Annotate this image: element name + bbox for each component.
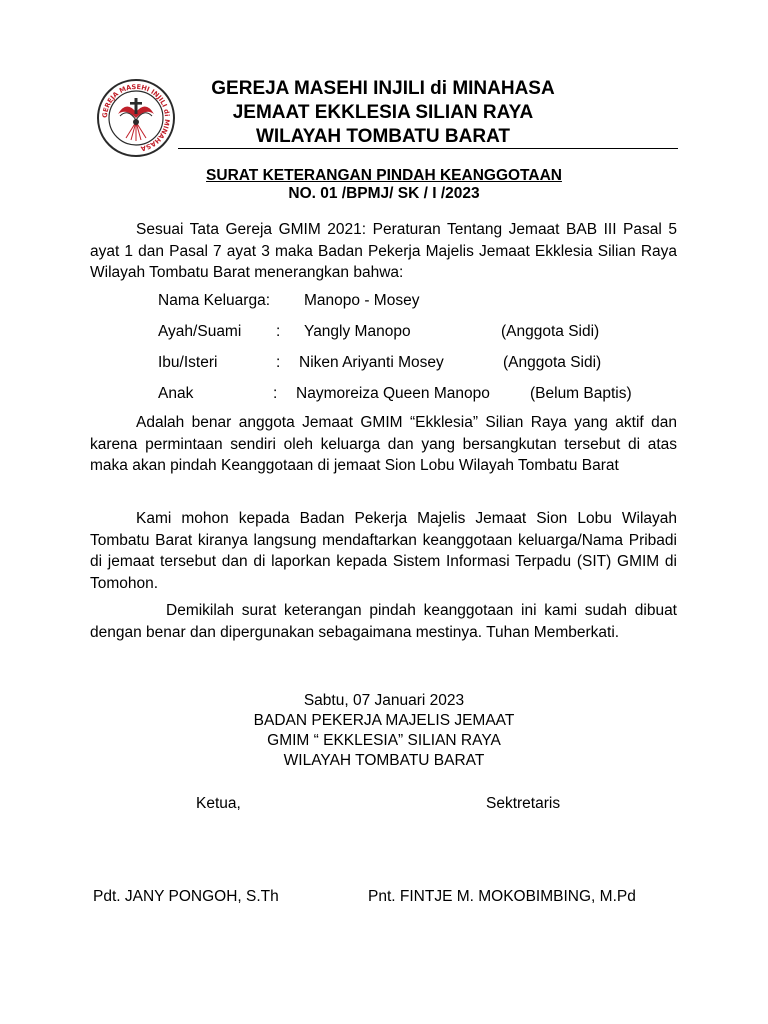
- member-sep: :: [276, 323, 281, 340]
- member-status: (Anggota Sidi): [503, 354, 602, 371]
- chair-name: Pdt. JANY PONGOH, S.Th: [93, 888, 279, 905]
- svg-text:GEREJA MASEHI INJILI di MINAHA: GEREJA MASEHI INJILI di MINAHASA: [100, 82, 172, 153]
- member-status: (Anggota Sidi): [501, 323, 600, 340]
- congregation-name: JEMAAT EKKLESIA SILIAN RAYA: [232, 102, 534, 123]
- region-name: WILAYAH TOMBATU BARAT: [255, 126, 511, 147]
- intro-text: Sesuai Tata Gereja GMIM 2021: Peraturan Tentang Jemaat BAB III Pasal 5 ayat 1 dan Pasal 7 ayat 3 maka Badan Pekerja Majelis Jemaat Ekklesia Silian Raya Wilayah Tombatu Barat menerangkan bahwa:: [90, 221, 677, 281]
- letter-date: Sabtu, 07 Januari 2023: [303, 692, 465, 709]
- secretary-name: Pnt. FINTJE M. MOKOBIMBING, M.Pd: [368, 888, 636, 905]
- statement-text: Adalah benar anggota Jemaat GMIM “Ekklesia” Silian Raya yang aktif dan karena permintaan sendiri oleh keluarga dan yang bersangkutan tersebut di atas maka akan pindah Keanggotaan di jemaat Sion Lobu Wilayah Tombatu Barat: [90, 414, 677, 474]
- member-sep: :: [273, 385, 278, 402]
- letterhead-divider: [178, 148, 678, 149]
- letter-number: NO. 01 /BPMJ/ SK / I /2023: [288, 185, 480, 202]
- member-name: Yangly Manopo: [304, 323, 411, 340]
- church-name: GEREJA MASEHI INJILI di MINAHASA: [211, 78, 555, 99]
- statement-paragraph: [90, 412, 677, 477]
- issuer-line-2: GMIM “ EKKLESIA” SILIAN RAYA: [267, 732, 501, 749]
- member-status: (Belum Baptis): [530, 385, 632, 402]
- family-label: Nama Keluarga:: [158, 292, 271, 309]
- member-name: Naymoreiza Queen Manopo: [296, 385, 490, 402]
- closing-paragraph: [90, 600, 677, 643]
- letter-title-text: SURAT KETERANGAN PINDAH KEANGGOTAAN: [206, 167, 562, 184]
- intro-paragraph: [90, 219, 677, 284]
- letter-title: [0, 167, 768, 185]
- chair-title: Ketua,: [196, 795, 241, 812]
- closing-text: Demikilah surat keterangan pindah keanggotaan ini kami sudah dibuat dengan benar dan dipergunakan sebagaimana mestinya. Tuhan Memberkati.: [90, 602, 677, 641]
- request-text: Kami mohon kepada Badan Pekerja Majelis Jemaat Sion Lobu Wilayah Tombatu Barat kiranya langsung mendaftarkan keanggotaan keluarga/Nama Pribadi di jemaat tersebut dan di laporkan kepada Sistem Informasi Terpadu (SIT) GMIM di Tomohon.: [90, 510, 677, 592]
- family-value: Manopo - Mosey: [304, 292, 420, 309]
- member-role: Ibu/Isteri: [158, 354, 218, 371]
- issuer-line-3: WILAYAH TOMBATU BARAT: [283, 752, 485, 769]
- secretary-title: Sektretaris: [486, 795, 561, 812]
- issuer-line-1: BADAN PEKERJA MAJELIS JEMAAT: [253, 712, 515, 729]
- member-sep: :: [276, 354, 281, 371]
- member-name: Niken Ariyanti Mosey: [299, 354, 444, 371]
- member-role: Ayah/Suami: [158, 323, 242, 340]
- member-role: Anak: [158, 385, 194, 402]
- request-paragraph: [90, 508, 677, 594]
